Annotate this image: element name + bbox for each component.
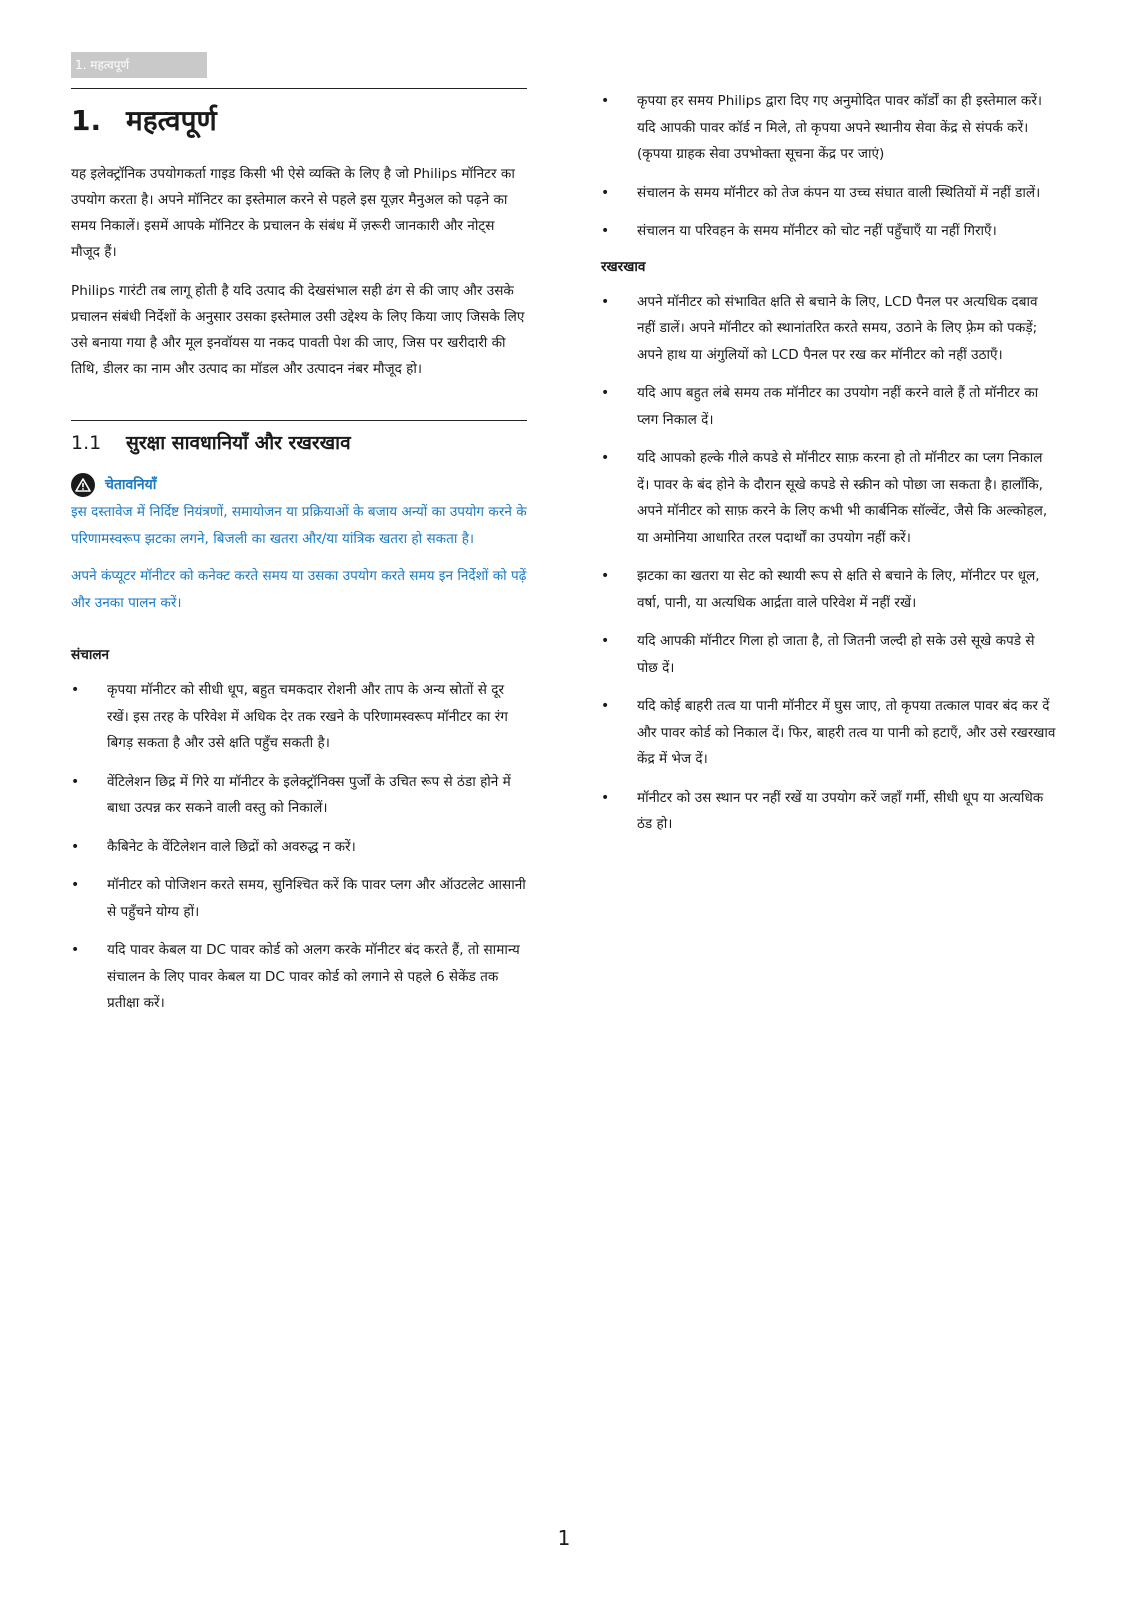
list-item <box>601 785 1057 838</box>
list-item-text: कैबिनेट के वेंटिलेशन वाले छिद्रों को अवरुद्ध न करें। <box>107 838 356 855</box>
list-item <box>601 628 1057 681</box>
header-section-tab: 1. महत्वपूर्ण <box>71 52 207 78</box>
operation-list-continued <box>601 88 1057 245</box>
list-item <box>601 218 1057 245</box>
list-item-text: संचालन के समय मॉनीटर को तेज कंपन या उच्च संघात वाली स्थितियों में नहीं डालें। <box>637 184 1041 201</box>
warning-heading <box>71 473 527 497</box>
list-item-text: यदि आपकी मॉनीटर गिला हो जाता है, तो जितनी जल्दी हो सके उसे सूखे कपडे से पोछ दें। <box>637 633 1035 676</box>
bullet-icon: • <box>601 633 610 649</box>
list-item-text: यदि कोई बाहरी तत्व या पानी मॉनीटर में घुस जाए, तो कृपया तत्काल पावर बंद कर दें और पावर कोर्ड को निकाल दें। फिर, बाहरी तत्व या पानी को हटाएँ, और उसे रखरखाव केंद्र में भेज दें। <box>637 698 1056 767</box>
list-item-text: यदि आप बहुत लंबे समय तक मॉनीटर का उपयोग नहीं करने वाले हैं तो मॉनीटर का प्लग निकाल दें। <box>637 385 1039 428</box>
list-item <box>601 693 1057 773</box>
bullet-icon: • <box>601 293 610 310</box>
section-number: 1.1 <box>71 432 102 454</box>
bullet-icon: • <box>71 682 80 698</box>
list-item <box>601 289 1057 369</box>
chapter-rule <box>71 88 527 89</box>
bullet-icon: • <box>71 838 80 855</box>
left-column <box>71 88 527 1029</box>
list-item-text: कृपया हर समय Philips द्वारा दिए गए अनुमोदित पावर कॉर्डों का ही इस्तेमाल करें। यदि आपकी पावर कॉर्ड न मिले, तो कृपया अपने स्थानीय सेवा केंद्र से संपर्क करें। (कृपया ग्राहक सेवा उपभोक्ता सूचना केंद्र पर जाएं) <box>637 93 1043 162</box>
bullet-icon: • <box>71 877 80 893</box>
section-rule <box>71 420 527 421</box>
bullet-icon: • <box>601 385 610 401</box>
bullet-icon: • <box>601 223 610 239</box>
list-item <box>71 834 527 861</box>
list-item-text: कृपया मॉनीटर को सीधी धूप, बहुत चमकदार रोशनी और ताप के अन्य स्रोतों से दूर रखें। इस तरह के परिवेश में अधिक देर तक रखने के परिणामस्वरूप मॉनीटर का रंग बिगड़ सकता है और उसे क्षति पहुँच सकती है। <box>107 682 508 751</box>
section-title <box>71 429 527 457</box>
bullet-icon: • <box>601 93 610 109</box>
list-item-text: मॉनीटर को पोजिशन करते समय, सुनिश्चित करें कि पावर प्लग और ऑउटलेट आसानी से पहुँचने योग्य हों। <box>107 877 526 920</box>
operation-heading: संचालन <box>71 647 110 663</box>
warning-paragraph-1: इस दस्तावेज में निर्दिष्ट नियंत्रणों, समायोजन या प्रक्रियाओं के बजाय अन्यों का उपयोग करने के परिणामस्वरूप झटका लगने, बिजली का खतरा और/या यांत्रिक खतरा हो सकता है। <box>71 504 527 547</box>
list-item <box>601 445 1057 551</box>
list-item <box>601 180 1057 207</box>
right-column <box>601 88 1057 850</box>
list-item <box>71 872 527 925</box>
bullet-icon: • <box>601 789 610 806</box>
bullet-icon: • <box>601 698 610 714</box>
list-item-text: मॉनीटर को उस स्थान पर नहीं रखें या उपयोग करें जहाँ गर्मी, सीधी धूप या अत्यधिक ठंड हो। <box>637 789 1044 832</box>
chapter-title <box>71 101 527 141</box>
list-item-text: अपने मॉनीटर को संभावित क्षति से बचाने के लिए, LCD पैनल पर अत्यधिक दबाव नहीं डालें। अपने मॉनीटर को स्थानांतरित करते समय, उठाने के लिए फ़्रेम को पकड़ें; अपने हाथ या अंगुलियों को LCD पैनल पर रख कर मॉनीटर को नहीं उठाएँ। <box>637 293 1038 363</box>
warning-icon <box>71 473 95 497</box>
intro-paragraph-1: यह इलेक्ट्रॉनिक उपयोगकर्ता गाइड किसी भी ऐसे व्यक्ति के लिए है जो Philips मॉनिटर का उपयोग करता है। अपने मॉनिटर का इस्तेमाल करने से पहले इस यूज़र मैनुअल को पढ़ने का समय निकालें। इसमें आपके मॉनिटर के प्रचालन के संबंध में ज़रूरी जानकारी और नोट्स मौजूद हैं। <box>71 166 515 260</box>
list-item <box>601 563 1057 616</box>
list-item <box>71 677 527 757</box>
intro-paragraph-2: Philips गारंटी तब लागू होती है यदि उत्पाद की देखसंभाल सही ढंग से की जाए और उसके प्रचालन संबंधी निर्देशों के अनुसार उसका इस्तेमाल उसी उद्देश्य के लिए किया जाए जिसके लिए उसे बनाया गया है और मूल इनवॉयस या नकद पावती पेश की जाए, जिस पर खरीदारी की तिथि, डीलर का नाम और उत्पाद का मॉडल और उत्पादन नंबर मौजूद हो। <box>71 283 525 377</box>
bullet-icon: • <box>601 184 610 201</box>
list-item <box>601 380 1057 433</box>
list-item-text: संचालन या परिवहन के समय मॉनीटर को चोट नहीं पहुँचाएँ या नहीं गिराएँ। <box>637 223 997 239</box>
list-item-text: यदि आपको हल्के गीले कपडे से मॉनीटर साफ़ करना हो तो मॉनीटर का प्लग निकाल दें। पावर के बंद होने के दौरान सूखे कपडे से स्क्रीन को पोछा जा सकता है। हालाँकि, अपने मॉनीटर को साफ़ करने के लिए कभी भी कार्बनिक सॉल्वेंट, जैसे कि अल्कोहल, या अमोनिया आधारित तरल पदार्थों का उपयोग नहीं करें। <box>637 450 1048 546</box>
warning-heading-text: चेतावनियाँ <box>105 477 157 493</box>
chapter-title-text: महत्वपूर्ण <box>126 104 217 137</box>
bullet-icon: • <box>601 450 610 466</box>
warning-paragraph-2: अपने कंप्यूटर मॉनीटर को कनेक्ट करते समय या उसका उपयोग करते समय इन निर्देशों को पढ़ें और उनका पालन करें। <box>71 568 527 611</box>
list-item-text: वेंटिलेशन छिद्र में गिरे या मॉनीटर के इलेक्ट्रॉनिक्स पुर्जों के उचित रूप से ठंडा होने में बाधा उत्पन्न कर सकने वाली वस्तु को निकालें। <box>107 773 511 816</box>
list-item <box>71 769 527 822</box>
list-item <box>601 88 1057 168</box>
chapter-number: 1. <box>71 104 102 137</box>
list-item <box>71 937 527 1017</box>
maintenance-heading: रखरखाव <box>601 258 646 275</box>
bullet-icon: • <box>71 773 80 790</box>
section-safety <box>71 420 527 1017</box>
list-item-text: यदि पावर केबल या DC पावर कोर्ड को अलग करके मॉनीटर बंद करते हैं, तो सामान्य संचालन के लिए पावर केबल या DC पावर कोर्ड को लगाने से पहले 6 सेकेंड तक प्रतीक्षा करें। <box>107 942 520 1011</box>
list-item-text: झटका का खतरा या सेट को स्थायी रूप से क्षति से बचाने के लिए, मॉनीटर पर धूल, वर्षा, पानी, या अत्यधिक आर्द्रता वाले परिवेश में नहीं रखें। <box>637 568 1040 611</box>
bullet-icon: • <box>601 568 610 584</box>
maintenance-list <box>601 289 1057 838</box>
section-title-text: सुरक्षा सावधानियाँ और रखरखाव <box>126 432 351 454</box>
bullet-icon: • <box>71 942 80 958</box>
operation-list <box>71 677 527 1017</box>
page-number: 1 <box>557 1526 571 1550</box>
